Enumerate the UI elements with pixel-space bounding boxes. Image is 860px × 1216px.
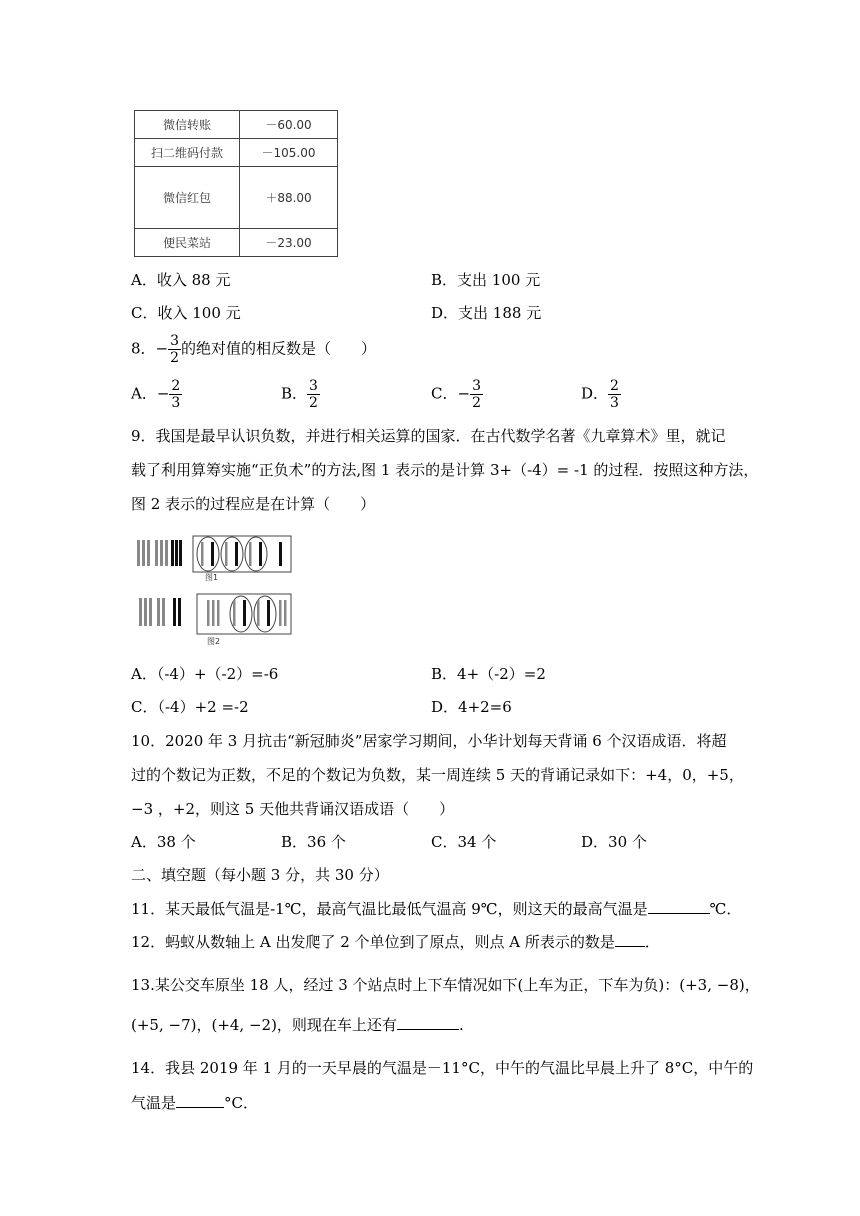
- question-text: 的绝对值的相反数是（ ）: [181, 339, 377, 358]
- answer-blank[interactable]: [397, 1015, 459, 1030]
- counting-rods-figure-2: [133, 590, 303, 646]
- q12-question: [131, 932, 660, 952]
- numerator: 3: [472, 378, 481, 394]
- q10-line-1: 10．2020 年 3 月抗击“新冠肺炎”居家学习期间，小华计划每天背诵 6 个汉语成语．将超: [131, 732, 727, 750]
- q10-option-b[interactable]: B．36 个: [281, 833, 346, 851]
- q9-option-a[interactable]: A．（-4）+（-2）=-6: [131, 665, 279, 683]
- table-cell-value: －60.00: [240, 111, 338, 139]
- denominator: 3: [171, 395, 181, 411]
- question-text-end: ℃．: [709, 900, 742, 918]
- rod-group-negative: [171, 540, 182, 566]
- q10-option-d[interactable]: D．30 个: [581, 833, 647, 851]
- fraction: [168, 333, 181, 366]
- q7-option-c[interactable]: C．收入 100 元: [131, 304, 241, 322]
- q10-line-2: 过的个数记为正数，不足的个数记为负数，某一周连续 5 天的背诵记录如下：+4，0，+5，: [131, 766, 744, 784]
- numerator: 2: [171, 378, 181, 394]
- answer-blank[interactable]: [648, 899, 710, 914]
- q13-line-2: [131, 1015, 464, 1035]
- table-cell-value: ＋88.00: [240, 167, 338, 229]
- q9-line-3: 图 2 表示的过程应是在计算（ ）: [131, 495, 376, 513]
- q8-question: [131, 333, 376, 366]
- q7-option-a[interactable]: A．收入 88 元: [131, 271, 231, 289]
- q14-line-2: [131, 1093, 258, 1113]
- rod-group-left: [137, 540, 168, 566]
- q10-option-a[interactable]: A．38 个: [131, 833, 196, 851]
- minus-sign: −: [155, 339, 169, 358]
- pair-ellipses: [197, 537, 267, 571]
- minus-sign: −: [156, 384, 170, 403]
- rod-group-negative: [173, 598, 181, 626]
- numerator: 3: [309, 378, 318, 394]
- q14-line-1: 14．我县 2019 年 1 月的一天早晨的气温是－11°C，中午的气温比早晨上升了 8°C，中午的: [131, 1059, 754, 1077]
- option-label: A．: [131, 384, 157, 403]
- wechat-records-table: [134, 110, 338, 257]
- table-cell-label: 微信红包: [135, 167, 240, 229]
- answer-blank[interactable]: [615, 932, 645, 947]
- table-cell-label: 便民菜站: [135, 229, 240, 257]
- q9-option-c[interactable]: C．（-4）+2 =-2: [131, 698, 249, 716]
- option-label: C．: [431, 384, 458, 403]
- q8-option-d[interactable]: [581, 378, 621, 411]
- fraction: [169, 378, 182, 411]
- numerator: 2: [610, 378, 619, 394]
- q9-line-1: 9．我国是最早认识负数，并进行相关运算的国家．在古代数学名著《九章算术》里，就记: [131, 427, 726, 445]
- option-label: D．: [581, 384, 609, 403]
- section-heading: 二、填空题（每小题 3 分，共 30 分）: [131, 866, 389, 884]
- q8-option-a[interactable]: [131, 378, 182, 411]
- table-cell-value: －23.00: [240, 229, 338, 257]
- denominator: 2: [309, 395, 318, 411]
- denominator: 2: [170, 350, 180, 366]
- answer-blank[interactable]: [176, 1093, 224, 1108]
- q9-line-2: 载了利用算筹实施“正负术”的方法,图 1 表示的是计算 3+（-4）= -1 的过程．按照这种方法，: [131, 461, 759, 479]
- q8-option-c[interactable]: [431, 378, 483, 411]
- table-cell-label: 扫二维码付款: [135, 139, 240, 167]
- question-text: (+5, −7)，(+4, −2)，则现在车上还有: [131, 1016, 397, 1034]
- question-text-end: .: [458, 1016, 464, 1034]
- rod-group-left: [139, 598, 165, 626]
- figure-1-label: 图1: [205, 573, 219, 582]
- q10-line-3: −3 ，+2，则这 5 天他共背诵汉语成语（ ）: [131, 800, 455, 818]
- option-label: B．: [281, 384, 308, 403]
- q7-option-b[interactable]: B．支出 100 元: [431, 271, 541, 289]
- counting-rods-figure-1: [133, 530, 303, 582]
- q7-option-d[interactable]: D．支出 188 元: [431, 304, 542, 322]
- q10-option-c[interactable]: C．34 个: [431, 833, 497, 851]
- table-cell-value: －105.00: [240, 139, 338, 167]
- fraction: [608, 378, 621, 411]
- denominator: 2: [472, 395, 481, 411]
- q8-option-b[interactable]: [281, 378, 320, 411]
- question-text-end: °C．: [224, 1094, 258, 1112]
- question-text: 11．某天最低气温是-1℃，最高气温比最低气温高 9℃，则这天的最高气温是: [131, 900, 648, 918]
- fraction: [307, 378, 320, 411]
- denominator: 3: [610, 395, 619, 411]
- minus-sign: −: [457, 384, 471, 403]
- question-text: 气温是: [131, 1094, 177, 1112]
- question-text: 12．蚂蚁从数轴上 A 出发爬了 2 个单位到了原点，则点 A 所表示的数是: [131, 933, 615, 951]
- figure-2-label: 图2: [207, 637, 221, 646]
- question-number: 8．: [131, 339, 156, 358]
- q9-option-d[interactable]: D．4+2=6: [431, 698, 512, 716]
- q11-question: [131, 899, 741, 919]
- fraction: [470, 378, 483, 411]
- question-text-end: ．: [644, 933, 660, 951]
- figure-frame: [193, 536, 291, 572]
- positive-rods: [201, 542, 252, 566]
- table-cell-label: 微信转账: [135, 111, 240, 139]
- negative-rods: [243, 600, 270, 626]
- q13-line-1: 13.某公交车原坐 18 人，经过 3 个站点时上下车情况如下(上车为正，下车为负)：(+3, −8)，: [131, 976, 760, 994]
- numerator: 3: [170, 333, 180, 349]
- q9-option-b[interactable]: B．4+（-2）=2: [431, 665, 546, 683]
